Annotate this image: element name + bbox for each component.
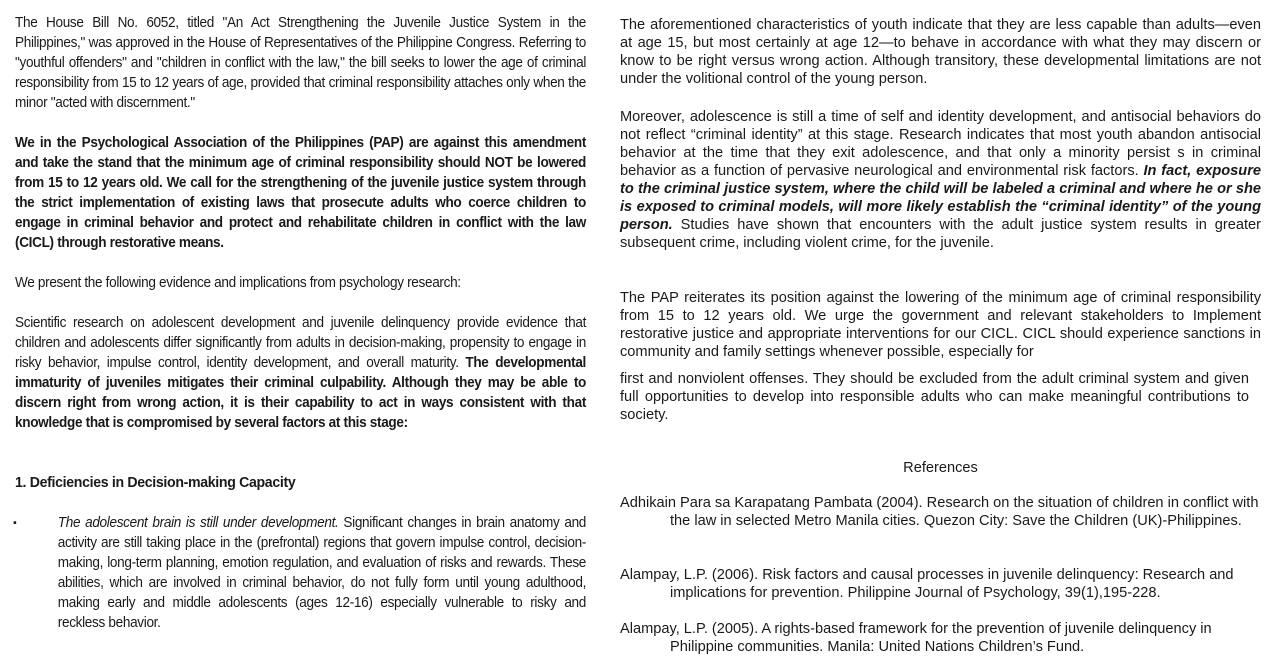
references-title: References	[903, 460, 978, 476]
bullet-italic: The adolescent brain is still under development.	[57, 515, 339, 531]
identity-tail: Studies have shown that encounters with the adult justice system results in greater subsequent crime, including violent crime, for the juvenile.	[620, 217, 1261, 251]
evidence-intro-paragraph	[15, 273, 586, 293]
intro-paragraph	[15, 13, 586, 113]
identity-text	[620, 108, 1261, 252]
stance-paragraph	[15, 133, 586, 253]
reference-1: Adhikain Para sa Karapatang Pambata (2004). Research on the situation of children in conflict with the law in selected Metro Manila cities. Quezon City: Save the Children (UK)-Philippines.	[620, 495, 1259, 529]
evidence-intro-text: We present the following evidence and implications from psychology research:	[15, 275, 461, 291]
bullet-square-icon: ▪	[13, 517, 17, 529]
references-title-block	[620, 459, 1261, 477]
reiterate-paragraph	[620, 289, 1261, 361]
reference-item	[620, 620, 1261, 656]
reiterate-text: The PAP reiterates its position against the lowering of the minimum age of criminal responsibility from 15 to 12 years old. We urge the government and relevant stakeholders to Implement restorative justice and appropriate interventions for our CICL. CICL should experience sanctions in community and family settings whenever possible, especially for	[620, 290, 1261, 360]
reference-item	[620, 494, 1261, 530]
continuation-text: first and nonviolent offenses. They should be excluded from the adult criminal system and given full opportunities to develop into responsible adults who can make meaningful contributions to society.	[620, 371, 1249, 423]
identity-plain: Moreover, adolescence is still a time of self and identity development, and antisocial behaviors do not reflect “criminal identity” at this stage. Research indicates that most youth abandon antisocial behavior at the time that they exit adolescence, and that only a minority persist s in criminal behavior as a function of pervasive neurological and environmental risk factors.	[620, 109, 1261, 179]
reference-2: Alampay, L.P. (2006). Risk factors and causal processes in juvenile delinquency: Research and implications for prevention. Philippine Journal of Psychology, 39(1),195-228.	[620, 567, 1234, 601]
characteristics-text: The aforementioned characteristics of youth indicate that they are less capable than adults—even at age 15, but most certainly at age 12—to behave in accordance with what they may discern or know to be right versus wrong action. Although transitory, these developmental limitations are not under the volitional control of the young person.	[620, 17, 1261, 87]
identity-paragraph	[620, 108, 1261, 252]
intro-text: The House Bill No. 6052, titled "An Act Strengthening the Juvenile Justice System in the Philippines," was approved in the House of Representatives of the Philippine Congress. Referring to "youthful offenders" and "children in conflict with the law," the bill seeks to lower the age of criminal responsibility from 15 to 12 years of age, provided that criminal responsibility attaches only when the minor "acted with discernment."	[15, 15, 587, 111]
bullet-body: Significant changes in brain anatomy and activity are still taking place in the (prefrontal) regions that govern impulse control, decision-making, long-term planning, emotion regulation, and evaluation of risks and rewards. These abilities, which are involved in criminal behavior, do not fully form until young adulthood, making early and middle adolescents (ages 12-16) especially vulnerable to risky and reckless behavior.	[57, 515, 587, 631]
research-text	[15, 313, 586, 433]
characteristics-paragraph	[620, 16, 1261, 88]
identity-bold-italic: In fact, exposure to the criminal justice system, where the child will be labeled a criminal and where he or she is exposed to criminal models, will more likely establish the “criminal identity” of the young person.	[620, 163, 1261, 233]
reference-3: Alampay, L.P. (2005). A rights-based framework for the prevention of juvenile delinquency in Philippine communities. Manila: United Nations Children’s Fund.	[620, 621, 1212, 655]
stance-text: We in the Psychological Association of the Philippines (PAP) are against this amendment and take the stand that the minimum age of criminal responsibility should NOT be lowered from 15 to 12 years old. We call for the strengthening of the juvenile justice system through the strict implementation of existing laws that prosecute adults who coerce children to engage in criminal behavior and protect and rehabilitate children in conflict with the law (CICL) through restorative means.	[15, 135, 587, 251]
section-heading: 1. Deficiencies in Decision-making Capacity	[15, 474, 296, 491]
bullet-text	[58, 513, 586, 633]
bullet-item	[13, 513, 587, 633]
research-bold: The developmental immaturity of juveniles mitigates their criminal culpability. Although they may be able to discern right from wrong action, it is their capability to act in ways consistent with that knowledge that is compromised by several factors at this stage:	[15, 355, 587, 431]
research-plain: Scientific research on adolescent development and juvenile delinquency provide evidence that children and adolescents differ significantly from adults in decision-making, propensity to engage in risky behavior, impulse control, identity development, and overall maturity.	[15, 315, 587, 371]
continuation-paragraph	[620, 370, 1249, 424]
research-paragraph	[15, 313, 586, 433]
section-heading-block	[15, 473, 586, 493]
reference-item	[620, 566, 1261, 602]
